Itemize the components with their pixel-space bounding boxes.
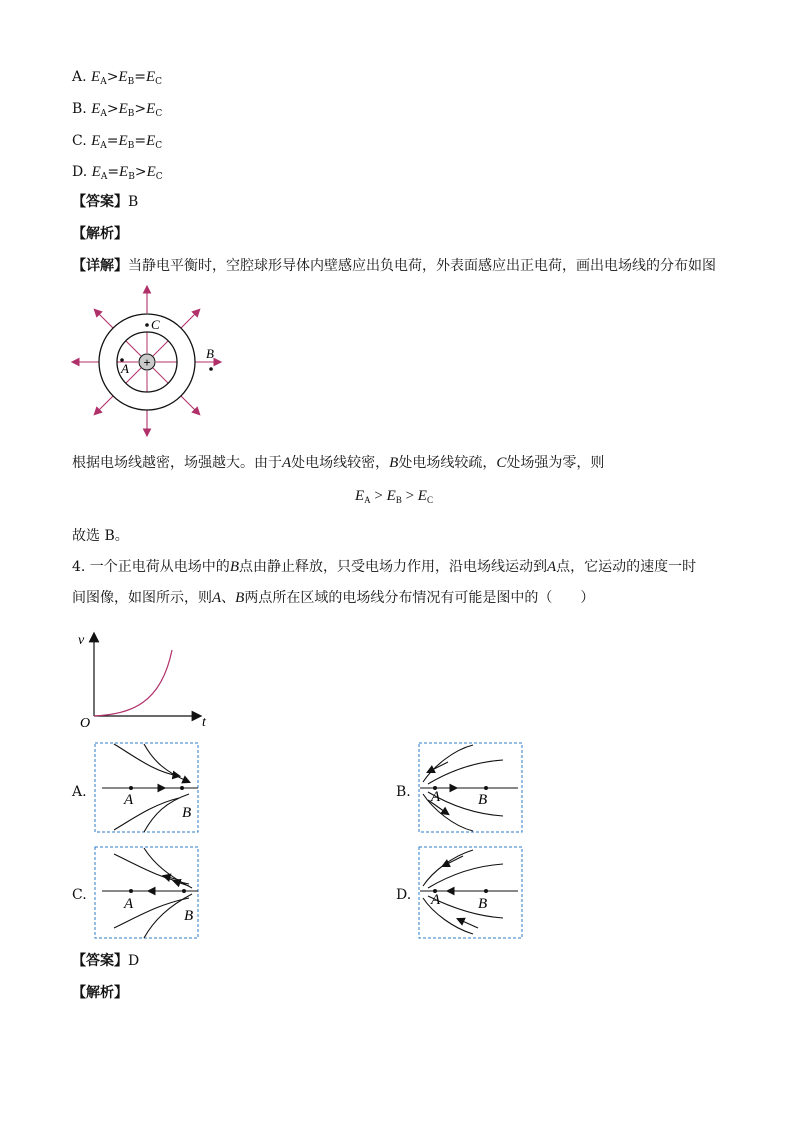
- answer-1: 【答案】B: [72, 194, 139, 210]
- svg-text:B: B: [182, 805, 192, 821]
- field-strength-formula: $E_A > E_B > E_C$: [355, 488, 433, 505]
- conductor-field-diagram: [70, 285, 230, 440]
- velocity-time-graph: [76, 630, 226, 730]
- svg-text:B: B: [478, 792, 488, 808]
- svg-text:+: +: [143, 355, 151, 370]
- question-4-line-1: 4. 一个正电荷从电场中的B点由静止释放，只受电场力作用，沿电场线运动到A点，它运动的速度一时: [72, 559, 697, 575]
- svg-text:t: t: [202, 715, 206, 730]
- reasoning-paragraph: 根据电场线越密，场强越大。由于A处电场线较密，B处电场线较疏，C处场强为零，则: [72, 455, 605, 471]
- option-d: D. $E_A=E_B>E_C$: [72, 164, 163, 182]
- choice-b-letter: B.: [396, 784, 411, 800]
- choice-d-letter: D.: [396, 887, 412, 903]
- svg-text:B: B: [478, 896, 488, 912]
- svg-text:A: A: [124, 792, 134, 808]
- choice-d-diagram: [418, 846, 524, 940]
- svg-text:B: B: [184, 908, 194, 924]
- choice-a-diagram: [94, 742, 200, 834]
- svg-text:A: A: [121, 361, 129, 376]
- choice-c-letter: C.: [72, 887, 87, 903]
- analysis-2: 【解析】: [72, 985, 128, 1001]
- choice-a-letter: A.: [72, 784, 87, 800]
- svg-text:C: C: [151, 317, 160, 332]
- svg-text:v: v: [78, 633, 85, 648]
- option-c: C. $E_A=E_B=E_C$: [72, 133, 163, 151]
- option-a: A. $E_A>E_B=E_C$: [72, 69, 163, 87]
- conclusion: 故选 B。: [72, 528, 129, 544]
- svg-text:O: O: [80, 716, 91, 731]
- velocity-curve: [94, 650, 172, 716]
- svg-text:A: A: [124, 896, 134, 912]
- analysis-1: 【解析】: [72, 226, 128, 242]
- svg-text:A: A: [431, 892, 441, 908]
- option-b: B. $E_A>E_B>E_C$: [72, 101, 163, 119]
- choice-c-diagram: [94, 846, 200, 940]
- svg-text:B: B: [206, 346, 214, 361]
- choice-b-diagram: [418, 742, 524, 834]
- detail-paragraph: 【详解】当静电平衡时，空腔球形导体内壁感应出负电荷，外表面感应出正电荷，画出电场线的分布如图: [72, 258, 716, 274]
- answer-2: 【答案】D: [72, 953, 140, 969]
- svg-text:A: A: [431, 789, 441, 805]
- question-4-line-2: 间图像，如图所示，则A、B两点所在区域的电场线分布情况有可能是图中的（ ）: [72, 590, 595, 606]
